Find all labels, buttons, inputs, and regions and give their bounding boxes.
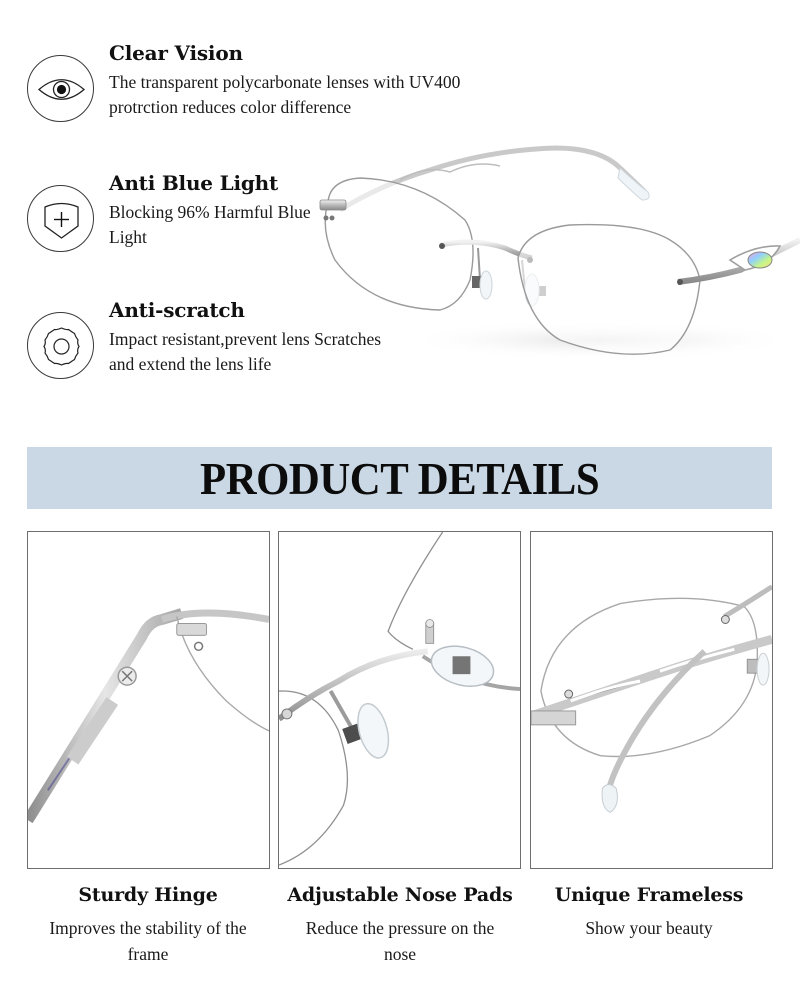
- detail-title: Sturdy Hinge: [78, 884, 218, 906]
- detail-caption-adjustable-nose-pads: [270, 884, 530, 967]
- detail-title: Adjustable Nose Pads: [287, 884, 513, 906]
- detail-image-frameless: [530, 531, 773, 869]
- feature-title: Clear Vision: [109, 41, 243, 65]
- detail-caption-sturdy-hinge: [18, 884, 278, 967]
- feature-description: Blocking 96% Harmful Blue Light: [109, 202, 311, 247]
- banner-title: PRODUCT DETAILS: [199, 452, 600, 504]
- feature-description: The transparent polycarbonate lenses with UV400 protrction reduces color difference: [109, 72, 461, 117]
- feature-clear-vision: [27, 41, 497, 125]
- detail-image-nose-pads: [278, 531, 521, 869]
- shield-plus-icon: [27, 185, 94, 252]
- feature-description: Impact resistant,prevent lens Scratches and extend the lens life: [109, 329, 382, 374]
- detail-image-hinge: [27, 531, 270, 869]
- feature-title: Anti-scratch: [109, 298, 245, 322]
- detail-caption-unique-frameless: [519, 884, 779, 941]
- product-details-banner: [27, 447, 772, 509]
- eye-icon: [27, 55, 94, 122]
- detail-description: Improves the stability of the frame: [49, 918, 247, 964]
- feature-title: Anti Blue Light: [109, 171, 279, 195]
- gear-flower-icon: [27, 312, 94, 379]
- detail-description: Reduce the pressure on the nose: [305, 918, 495, 964]
- detail-title: Unique Frameless: [554, 884, 744, 906]
- hero-glasses-image: [300, 130, 800, 370]
- detail-description: Show your beauty: [585, 918, 713, 938]
